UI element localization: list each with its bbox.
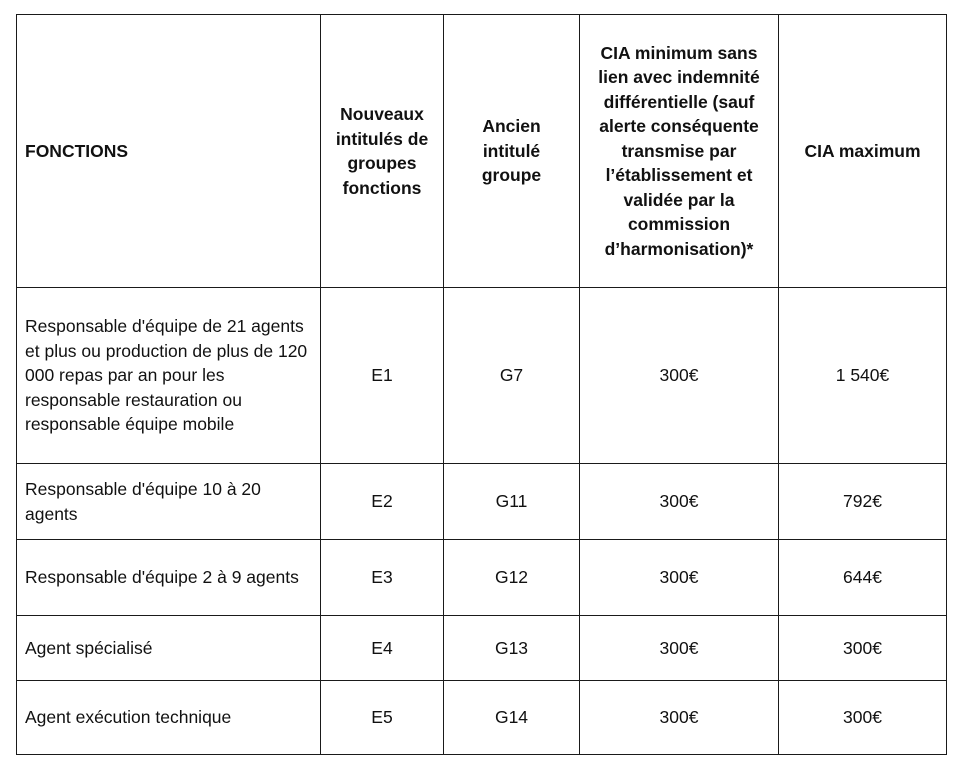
cell-cia-minimum: 300€: [580, 464, 779, 540]
cell-nouveau-groupe: E4: [321, 616, 444, 681]
cell-fonction: Responsable d'équipe 2 à 9 agents: [17, 540, 321, 616]
header-ancien-intitule: Ancien intitulé groupe: [444, 15, 580, 288]
header-cia-maximum: CIA maximum: [779, 15, 947, 288]
cell-fonction: Agent spécialisé: [17, 616, 321, 681]
table-row: [17, 288, 947, 464]
table-row: [17, 681, 947, 755]
cell-cia-minimum: 300€: [580, 540, 779, 616]
cell-ancien-groupe: G11: [444, 464, 580, 540]
header-cia-minimum: CIA minimum sans lien avec indemnité différentielle (sauf alerte conséquente transmise par l’établissement et validée par la commission d’harmonisation)*: [580, 15, 779, 288]
cell-nouveau-groupe: E3: [321, 540, 444, 616]
header-row: [17, 15, 947, 288]
cell-cia-minimum: 300€: [580, 616, 779, 681]
cell-ancien-groupe: G7: [444, 288, 580, 464]
cell-fonction: Responsable d'équipe de 21 agents et plus ou production de plus de 120 000 repas par an pour les responsable restauration ou responsable équipe mobile: [17, 288, 321, 464]
cell-cia-maximum: 792€: [779, 464, 947, 540]
cell-nouveau-groupe: E5: [321, 681, 444, 755]
table-row: [17, 540, 947, 616]
cell-cia-maximum: 1 540€: [779, 288, 947, 464]
cell-fonction: Responsable d'équipe 10 à 20 agents: [17, 464, 321, 540]
table-row: [17, 616, 947, 681]
cell-fonction: Agent exécution technique: [17, 681, 321, 755]
header-fonctions: FONCTIONS: [17, 15, 321, 288]
cell-cia-maximum: 300€: [779, 681, 947, 755]
cell-cia-maximum: 644€: [779, 540, 947, 616]
cell-nouveau-groupe: E1: [321, 288, 444, 464]
table-row: [17, 464, 947, 540]
cell-ancien-groupe: G14: [444, 681, 580, 755]
cell-ancien-groupe: G12: [444, 540, 580, 616]
cia-table: [16, 14, 947, 755]
cell-ancien-groupe: G13: [444, 616, 580, 681]
header-nouveaux-intitules: Nouveaux intitulés de groupes fonctions: [321, 15, 444, 288]
cell-cia-minimum: 300€: [580, 681, 779, 755]
cell-nouveau-groupe: E2: [321, 464, 444, 540]
cell-cia-maximum: 300€: [779, 616, 947, 681]
cell-cia-minimum: 300€: [580, 288, 779, 464]
